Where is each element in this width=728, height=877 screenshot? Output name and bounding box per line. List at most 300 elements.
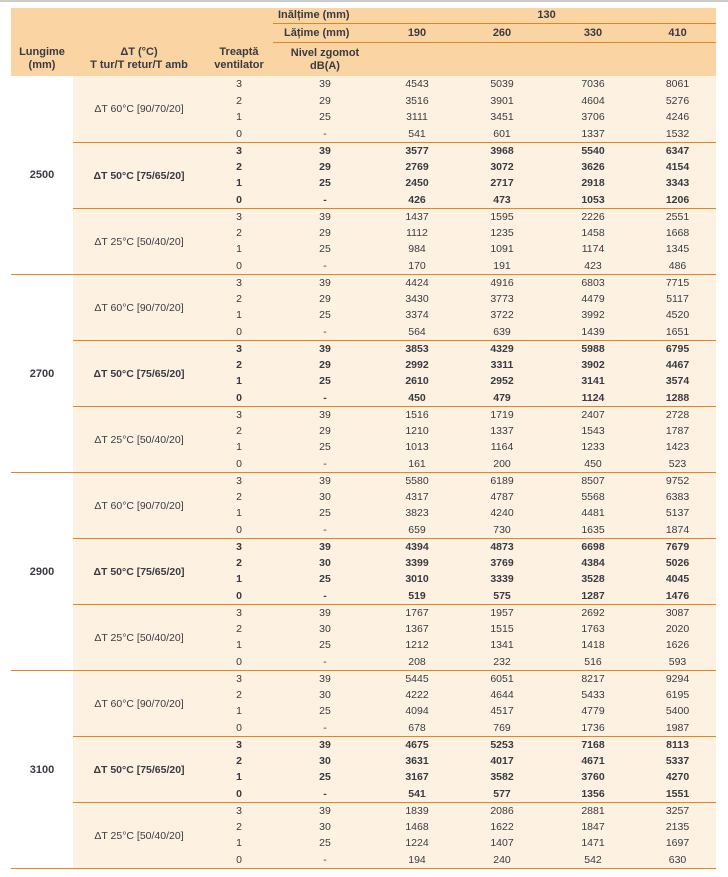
value-cell: 1356 <box>547 786 639 803</box>
noise-cell: - <box>273 258 377 275</box>
noise-cell: - <box>273 522 377 539</box>
value-cell: 2992 <box>377 357 457 374</box>
value-cell: 5568 <box>547 489 639 506</box>
value-cell: 1635 <box>547 522 639 539</box>
value-cell: 1210 <box>377 423 457 440</box>
value-cell: 4094 <box>377 703 457 720</box>
value-cell: 659 <box>377 522 457 539</box>
value-cell: 1476 <box>639 588 716 605</box>
value-cell: 7679 <box>639 538 716 555</box>
noise-cell: 39 <box>273 802 377 819</box>
value-cell: 3141 <box>547 373 639 390</box>
table-header <box>11 8 716 76</box>
fan-speed-cell: 3 <box>205 604 273 621</box>
header-fan-step-line1: Treaptă <box>219 46 259 58</box>
fan-speed-cell: 3 <box>205 208 273 225</box>
value-cell: 4240 <box>457 505 547 522</box>
fan-speed-cell: 2 <box>205 93 273 110</box>
noise-cell: 25 <box>273 373 377 390</box>
noise-cell: 39 <box>273 142 377 159</box>
header-fan-step <box>205 8 273 76</box>
value-cell: 1763 <box>547 621 639 638</box>
value-cell: 8217 <box>547 670 639 687</box>
header-noise <box>273 43 377 76</box>
header-noise-line2: dB(A) <box>310 59 340 72</box>
noise-cell: 39 <box>273 76 377 93</box>
value-cell: 2226 <box>547 208 639 225</box>
value-cell: 4394 <box>377 538 457 555</box>
value-cell: 1206 <box>639 192 716 209</box>
fan-speed-cell: 0 <box>205 258 273 275</box>
value-cell: 769 <box>457 720 547 737</box>
value-cell: 2450 <box>377 175 457 192</box>
fan-speed-cell: 3 <box>205 736 273 753</box>
header-spacer <box>377 43 716 76</box>
table-row <box>11 736 716 753</box>
value-cell: 1697 <box>639 835 716 852</box>
value-cell: 3311 <box>457 357 547 374</box>
fan-speed-cell: 0 <box>205 126 273 143</box>
value-cell: 2135 <box>639 819 716 836</box>
noise-cell: - <box>273 126 377 143</box>
value-cell: 5026 <box>639 555 716 572</box>
value-cell: 1839 <box>377 802 457 819</box>
dt-label-cell: ΔT 50°C [75/65/20] <box>73 340 205 406</box>
fan-speed-cell: 3 <box>205 274 273 291</box>
fan-speed-cell: 2 <box>205 687 273 704</box>
table-row <box>11 340 716 357</box>
value-cell: 5540 <box>547 142 639 159</box>
value-cell: 426 <box>377 192 457 209</box>
value-cell: 6803 <box>547 274 639 291</box>
noise-cell: 30 <box>273 819 377 836</box>
value-cell: 4270 <box>639 769 716 786</box>
value-cell: 541 <box>377 786 457 803</box>
spec-table <box>11 8 716 869</box>
length-cell: 3100 <box>11 670 73 868</box>
noise-cell: 39 <box>273 736 377 753</box>
value-cell: 7168 <box>547 736 639 753</box>
header-delta-t-line2: T tur/T retur/T amb <box>90 59 188 71</box>
value-cell: 2952 <box>457 373 547 390</box>
value-cell: 3087 <box>639 604 716 621</box>
noise-cell: 39 <box>273 538 377 555</box>
fan-speed-cell: 2 <box>205 621 273 638</box>
value-cell: 3399 <box>377 555 457 572</box>
fan-speed-cell: 1 <box>205 637 273 654</box>
noise-cell: - <box>273 588 377 605</box>
value-cell: 6383 <box>639 489 716 506</box>
value-cell: 5400 <box>639 703 716 720</box>
fan-speed-cell: 0 <box>205 588 273 605</box>
fan-speed-cell: 3 <box>205 142 273 159</box>
value-cell: 2918 <box>547 175 639 192</box>
value-cell: 639 <box>457 324 547 341</box>
value-cell: 1622 <box>457 819 547 836</box>
value-cell: 1337 <box>547 126 639 143</box>
value-cell: 1174 <box>547 241 639 258</box>
value-cell: 1719 <box>457 406 547 423</box>
noise-cell: 25 <box>273 571 377 588</box>
dt-label-cell: ΔT 60°C [90/70/20] <box>73 472 205 538</box>
value-cell: 450 <box>547 456 639 473</box>
value-cell: 1345 <box>639 241 716 258</box>
value-cell: 9294 <box>639 670 716 687</box>
value-cell: 3451 <box>457 109 547 126</box>
noise-cell: 39 <box>273 274 377 291</box>
fan-speed-cell: 1 <box>205 703 273 720</box>
value-cell: 2551 <box>639 208 716 225</box>
value-cell: 3769 <box>457 555 547 572</box>
header-delta-t-line1: ΔT (°C) <box>120 46 158 58</box>
width-col-410: 410 <box>639 24 716 43</box>
fan-speed-cell: 3 <box>205 406 273 423</box>
fan-speed-cell: 0 <box>205 720 273 737</box>
value-cell: 5137 <box>639 505 716 522</box>
value-cell: 3257 <box>639 802 716 819</box>
value-cell: 5445 <box>377 670 457 687</box>
value-cell: 479 <box>457 390 547 407</box>
noise-cell: - <box>273 390 377 407</box>
value-cell: 1013 <box>377 439 457 456</box>
value-cell: 3111 <box>377 109 457 126</box>
noise-cell: 25 <box>273 439 377 456</box>
value-cell: 4517 <box>457 703 547 720</box>
value-cell: 1847 <box>547 819 639 836</box>
value-cell: 161 <box>377 456 457 473</box>
value-cell: 4045 <box>639 571 716 588</box>
fan-speed-cell: 2 <box>205 159 273 176</box>
length-cell: 2500 <box>11 76 73 274</box>
table-row <box>11 274 716 291</box>
value-cell: 3577 <box>377 142 457 159</box>
value-cell: 2728 <box>639 406 716 423</box>
value-cell: 1124 <box>547 390 639 407</box>
noise-cell: - <box>273 324 377 341</box>
value-cell: 6698 <box>547 538 639 555</box>
noise-cell: - <box>273 192 377 209</box>
value-cell: 523 <box>639 456 716 473</box>
noise-cell: 29 <box>273 291 377 308</box>
dt-label-cell: ΔT 60°C [90/70/20] <box>73 670 205 736</box>
value-cell: 1233 <box>547 439 639 456</box>
value-cell: 1112 <box>377 225 457 242</box>
fan-speed-cell: 2 <box>205 555 273 572</box>
value-cell: 486 <box>639 258 716 275</box>
fan-speed-cell: 2 <box>205 489 273 506</box>
value-cell: 3574 <box>639 373 716 390</box>
value-cell: 3528 <box>547 571 639 588</box>
value-cell: 1367 <box>377 621 457 638</box>
noise-cell: 29 <box>273 159 377 176</box>
value-cell: 4675 <box>377 736 457 753</box>
value-cell: 541 <box>377 126 457 143</box>
noise-cell: 30 <box>273 555 377 572</box>
dt-label-cell: ΔT 25°C [50/40/20] <box>73 406 205 472</box>
value-cell: 4604 <box>547 93 639 110</box>
value-cell: 1736 <box>547 720 639 737</box>
width-col-190: 190 <box>377 24 457 43</box>
noise-cell: 30 <box>273 489 377 506</box>
header-delta-t <box>73 8 205 76</box>
value-cell: 1874 <box>639 522 716 539</box>
value-cell: 1532 <box>639 126 716 143</box>
height-label: Inălțime (mm) <box>273 8 377 24</box>
value-cell: 984 <box>377 241 457 258</box>
noise-cell: - <box>273 786 377 803</box>
value-cell: 1987 <box>639 720 716 737</box>
value-cell: 1407 <box>457 835 547 852</box>
dt-label-cell: ΔT 25°C [50/40/20] <box>73 208 205 274</box>
value-cell: 4384 <box>547 555 639 572</box>
value-cell: 3339 <box>457 571 547 588</box>
value-cell: 191 <box>457 258 547 275</box>
value-cell: 1651 <box>639 324 716 341</box>
value-cell: 423 <box>547 258 639 275</box>
value-cell: 170 <box>377 258 457 275</box>
value-cell: 3430 <box>377 291 457 308</box>
value-cell: 1471 <box>547 835 639 852</box>
value-cell: 1787 <box>639 423 716 440</box>
value-cell: 3167 <box>377 769 457 786</box>
value-cell: 473 <box>457 192 547 209</box>
dt-label-cell: ΔT 60°C [90/70/20] <box>73 274 205 340</box>
fan-speed-cell: 0 <box>205 522 273 539</box>
value-cell: 3582 <box>457 769 547 786</box>
fan-speed-cell: 2 <box>205 753 273 770</box>
value-cell: 200 <box>457 456 547 473</box>
value-cell: 240 <box>457 852 547 869</box>
value-cell: 4424 <box>377 274 457 291</box>
dt-label-cell: ΔT 50°C [75/65/20] <box>73 736 205 802</box>
fan-speed-cell: 1 <box>205 571 273 588</box>
noise-cell: 25 <box>273 109 377 126</box>
value-cell: 2086 <box>457 802 547 819</box>
value-cell: 630 <box>639 852 716 869</box>
length-cell: 2700 <box>11 274 73 472</box>
value-cell: 1439 <box>547 324 639 341</box>
noise-cell: 29 <box>273 225 377 242</box>
fan-speed-cell: 3 <box>205 670 273 687</box>
noise-cell: - <box>273 720 377 737</box>
value-cell: 7715 <box>639 274 716 291</box>
value-cell: 3853 <box>377 340 457 357</box>
fan-speed-cell: 1 <box>205 505 273 522</box>
noise-cell: 25 <box>273 637 377 654</box>
value-cell: 730 <box>457 522 547 539</box>
dt-label-cell: ΔT 60°C [90/70/20] <box>73 76 205 142</box>
value-cell: 2769 <box>377 159 457 176</box>
fan-speed-cell: 1 <box>205 373 273 390</box>
value-cell: 1212 <box>377 637 457 654</box>
fan-speed-cell: 0 <box>205 390 273 407</box>
value-cell: 7036 <box>547 76 639 93</box>
value-cell: 1626 <box>639 637 716 654</box>
value-cell: 5433 <box>547 687 639 704</box>
noise-cell: 30 <box>273 687 377 704</box>
value-cell: 1595 <box>457 208 547 225</box>
value-cell: 5580 <box>377 472 457 489</box>
value-cell: 564 <box>377 324 457 341</box>
noise-cell: - <box>273 654 377 671</box>
value-cell: 593 <box>639 654 716 671</box>
value-cell: 4246 <box>639 109 716 126</box>
value-cell: 2610 <box>377 373 457 390</box>
value-cell: 1337 <box>457 423 547 440</box>
value-cell: 4017 <box>457 753 547 770</box>
height-value: 130 <box>377 8 716 24</box>
value-cell: 3374 <box>377 307 457 324</box>
width-label: Lățime (mm) <box>273 24 377 43</box>
noise-cell: 39 <box>273 208 377 225</box>
value-cell: 8113 <box>639 736 716 753</box>
value-cell: 450 <box>377 390 457 407</box>
value-cell: 1516 <box>377 406 457 423</box>
noise-cell: 29 <box>273 357 377 374</box>
value-cell: 3722 <box>457 307 547 324</box>
noise-cell: 30 <box>273 621 377 638</box>
fan-speed-cell: 1 <box>205 835 273 852</box>
value-cell: 4481 <box>547 505 639 522</box>
table-row <box>11 142 716 159</box>
fan-speed-cell: 2 <box>205 291 273 308</box>
value-cell: 1767 <box>377 604 457 621</box>
top-rule <box>0 0 728 2</box>
dt-label-cell: ΔT 50°C [75/65/20] <box>73 538 205 604</box>
value-cell: 1091 <box>457 241 547 258</box>
value-cell: 194 <box>377 852 457 869</box>
value-cell: 3516 <box>377 93 457 110</box>
value-cell: 601 <box>457 126 547 143</box>
value-cell: 4873 <box>457 538 547 555</box>
table-row <box>11 208 716 225</box>
noise-cell: 29 <box>273 93 377 110</box>
noise-cell: 39 <box>273 340 377 357</box>
fan-speed-cell: 3 <box>205 802 273 819</box>
noise-cell: 29 <box>273 423 377 440</box>
fan-speed-cell: 2 <box>205 819 273 836</box>
value-cell: 2881 <box>547 802 639 819</box>
value-cell: 1164 <box>457 439 547 456</box>
value-cell: 4520 <box>639 307 716 324</box>
value-cell: 1957 <box>457 604 547 621</box>
value-cell: 3968 <box>457 142 547 159</box>
fan-speed-cell: 3 <box>205 76 273 93</box>
fan-speed-cell: 0 <box>205 456 273 473</box>
value-cell: 3010 <box>377 571 457 588</box>
fan-speed-cell: 1 <box>205 109 273 126</box>
fan-speed-cell: 1 <box>205 769 273 786</box>
table-row <box>11 538 716 555</box>
value-cell: 575 <box>457 588 547 605</box>
fan-speed-cell: 0 <box>205 786 273 803</box>
value-cell: 1423 <box>639 439 716 456</box>
noise-cell: 25 <box>273 307 377 324</box>
value-cell: 4543 <box>377 76 457 93</box>
value-cell: 5988 <box>547 340 639 357</box>
noise-cell: 25 <box>273 703 377 720</box>
value-cell: 4154 <box>639 159 716 176</box>
value-cell: 3072 <box>457 159 547 176</box>
fan-speed-cell: 1 <box>205 241 273 258</box>
noise-cell: 25 <box>273 505 377 522</box>
noise-cell: 30 <box>273 753 377 770</box>
value-cell: 5253 <box>457 736 547 753</box>
noise-cell: - <box>273 456 377 473</box>
length-cell: 2900 <box>11 472 73 670</box>
fan-speed-cell: 1 <box>205 307 273 324</box>
fan-speed-cell: 2 <box>205 225 273 242</box>
table-row <box>11 472 716 489</box>
value-cell: 1287 <box>547 588 639 605</box>
value-cell: 1235 <box>457 225 547 242</box>
value-cell: 516 <box>547 654 639 671</box>
noise-cell: 25 <box>273 835 377 852</box>
fan-speed-cell: 3 <box>205 472 273 489</box>
header-noise-line1: Nivel zgomot <box>290 46 360 59</box>
noise-cell: 39 <box>273 472 377 489</box>
value-cell: 9752 <box>639 472 716 489</box>
value-cell: 4787 <box>457 489 547 506</box>
value-cell: 4671 <box>547 753 639 770</box>
table-row <box>11 670 716 687</box>
value-cell: 6051 <box>457 670 547 687</box>
value-cell: 3760 <box>547 769 639 786</box>
value-cell: 1224 <box>377 835 457 852</box>
value-cell: 4317 <box>377 489 457 506</box>
noise-cell: 39 <box>273 604 377 621</box>
table-row <box>11 406 716 423</box>
table-body <box>11 76 716 868</box>
value-cell: 1468 <box>377 819 457 836</box>
fan-speed-cell: 1 <box>205 175 273 192</box>
dt-label-cell: ΔT 50°C [75/65/20] <box>73 142 205 208</box>
header-length <box>11 8 73 76</box>
value-cell: 678 <box>377 720 457 737</box>
fan-speed-cell: 2 <box>205 357 273 374</box>
value-cell: 4479 <box>547 291 639 308</box>
table-row <box>11 76 716 93</box>
dt-label-cell: ΔT 25°C [50/40/20] <box>73 802 205 868</box>
value-cell: 1668 <box>639 225 716 242</box>
value-cell: 1418 <box>547 637 639 654</box>
value-cell: 1458 <box>547 225 639 242</box>
value-cell: 1551 <box>639 786 716 803</box>
value-cell: 577 <box>457 786 547 803</box>
value-cell: 2692 <box>547 604 639 621</box>
value-cell: 3706 <box>547 109 639 126</box>
value-cell: 208 <box>377 654 457 671</box>
value-cell: 4644 <box>457 687 547 704</box>
fan-speed-cell: 3 <box>205 340 273 357</box>
value-cell: 4779 <box>547 703 639 720</box>
value-cell: 4222 <box>377 687 457 704</box>
fan-speed-cell: 0 <box>205 192 273 209</box>
value-cell: 542 <box>547 852 639 869</box>
noise-cell: 25 <box>273 769 377 786</box>
table-row <box>11 802 716 819</box>
value-cell: 8061 <box>639 76 716 93</box>
value-cell: 3901 <box>457 93 547 110</box>
value-cell: 6195 <box>639 687 716 704</box>
value-cell: 5276 <box>639 93 716 110</box>
value-cell: 5117 <box>639 291 716 308</box>
value-cell: 5337 <box>639 753 716 770</box>
width-col-330: 330 <box>547 24 639 43</box>
value-cell: 6347 <box>639 142 716 159</box>
table-row <box>11 604 716 621</box>
value-cell: 1288 <box>639 390 716 407</box>
